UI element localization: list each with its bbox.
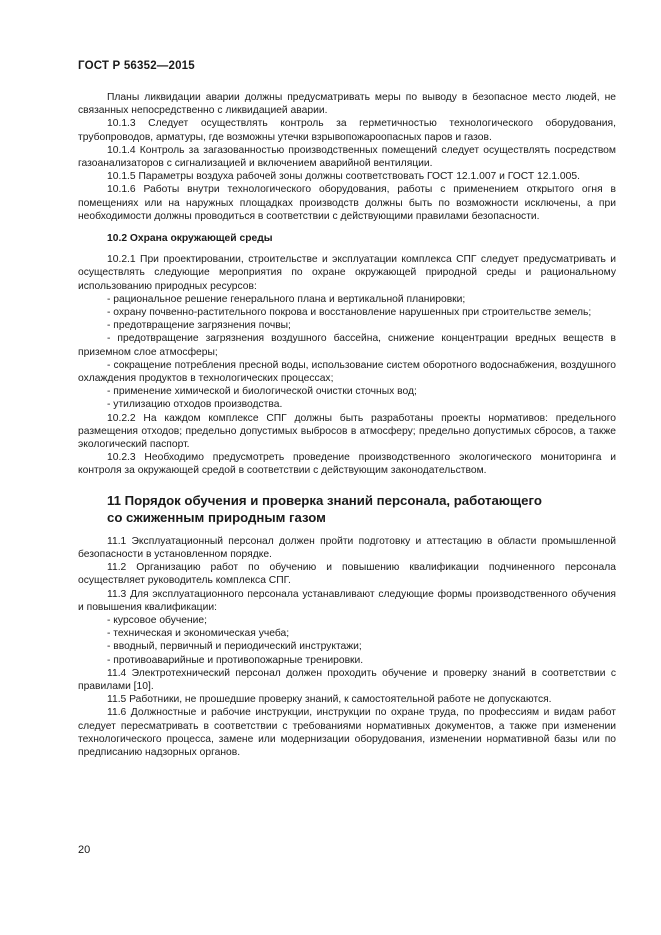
page-content [78,91,616,759]
paragraph-10-1-6: 10.1.6 Работы внутри технологического оборудования, работы с применением открытого огня в помещениях или на наружных площадках производств должны быть по возможности исключены, а при необходимости должны проводиться в соответствии с действующими правилами безопасности. [78,184,616,222]
page-number: 20 [78,844,91,856]
section-11-heading-line2: со сжиженным природным газом [107,509,326,525]
list-item: - охрану почвенно-растительного покрова и восстановление нарушенных при строительстве земель; [107,307,592,319]
list-item: - вводный, первичный и периодический инструктажи; [107,641,362,653]
paragraph: Планы ликвидации аварии должны предусматривать меры по выводу в безопасное место людей, не связанных непосредственно с ликвидацией аварии. [78,92,616,117]
list-item: - курсовое обучение; [107,614,207,626]
paragraph-11-5: 11.5 Работники, не прошедшие проверку знаний, к самостоятельной работе не допускаются. [107,694,552,706]
document-header: ГОСТ Р 56352—2015 [78,60,195,72]
list-item: - противоаварийные и противопожарные тренировки. [107,654,364,666]
section-11-heading-line1: 11 Порядок обучения и проверка знаний персонала, работающего [107,492,542,508]
paragraph-10-1-4: 10.1.4 Контроль за загазованностью производственных помещений следует осуществлять посредством газоанализаторов с сигнализацией и включением аварийной вентиляции. [78,144,616,170]
paragraph-10-1-3: 10.1.3 Следует осуществлять контроль за герметичностью технологического оборудования, трубопроводов, арматуры, где возможны утечки взрывопожароопасных паров и газов. [78,118,616,143]
list-item: - применение химической и биологической очистки сточных вод; [107,386,417,398]
paragraph-11-1: 11.1 Эксплуатационный персонал должен пройти подготовку и аттестацию в области промышленной безопасности в установленном порядке. [78,535,616,560]
list-item: - утилизацию отходов производства. [107,399,283,411]
list-item: - сокращение потребления пресной воды, использование систем оборотного водоснабжения, воздушного охлаждения продуктов в технологических процессах; [78,359,616,385]
list-item: - предотвращение загрязнения почвы; [107,320,291,332]
paragraph-11-2: 11.2 Организацию работ по обучению и повышению квалификации подчиненного персонала осуществляет руководитель комплекса СПГ. [78,562,616,587]
paragraph-11-4: 11.4 Электротехнический персонал должен проходить обучение и проверку знаний в соответствии с правилами [10]. [78,667,616,692]
list-item: - предотвращение загрязнения воздушного бассейна, снижение концентрации вредных веществ в приземном слое атмосферы; [78,333,616,358]
list-item: - техническая и экономическая учеба; [107,628,290,640]
list-item: - рациональное решение генерального плана и вертикальной планировки; [107,293,466,305]
paragraph-10-2-1: 10.2.1 При проектировании, строительстве и эксплуатации комплекса СПГ следует предусматривать и осуществлять следующие мероприятия по охране окружающей природной среды и рациональному использованию природных ресурсов: [78,254,616,292]
paragraph-10-2-2: 10.2.2 На каждом комплексе СПГ должны быть разработаны проекты нормативов: предельного размещения отходов; предельно допустимых выбросов в атмосферу; предельно допустимых сбросов, а также экологический паспорт. [78,412,616,451]
paragraph-10-2-3: 10.2.3 Необходимо предусмотреть проведение производственного экологического мониторинга и контроля за окружающей средой в соответствии с действующим законодательством. [78,452,616,477]
section-11-heading [78,492,616,526]
paragraph-11-6: 11.6 Должностные и рабочие инструкции, инструкции по охране труда, по профессиям и видам работ следует пересматривать в соответствии с требованиями нормативных документов, а также при изменении технологического процесса, замене или модернизации оборудования, изменении нормативной базы или по предписанию надзорных органов. [78,707,616,758]
paragraph-11-3: 11.3 Для эксплуатационного персонала устанавливают следующие формы производственного обучения и повышения квалификации: [78,588,616,613]
section-10-2-heading: 10.2 Охрана окружающей среды [107,233,273,245]
paragraph-10-1-5: 10.1.5 Параметры воздуха рабочей зоны должны соответствовать ГОСТ 12.1.007 и ГОСТ 12.1.005. [107,171,580,183]
